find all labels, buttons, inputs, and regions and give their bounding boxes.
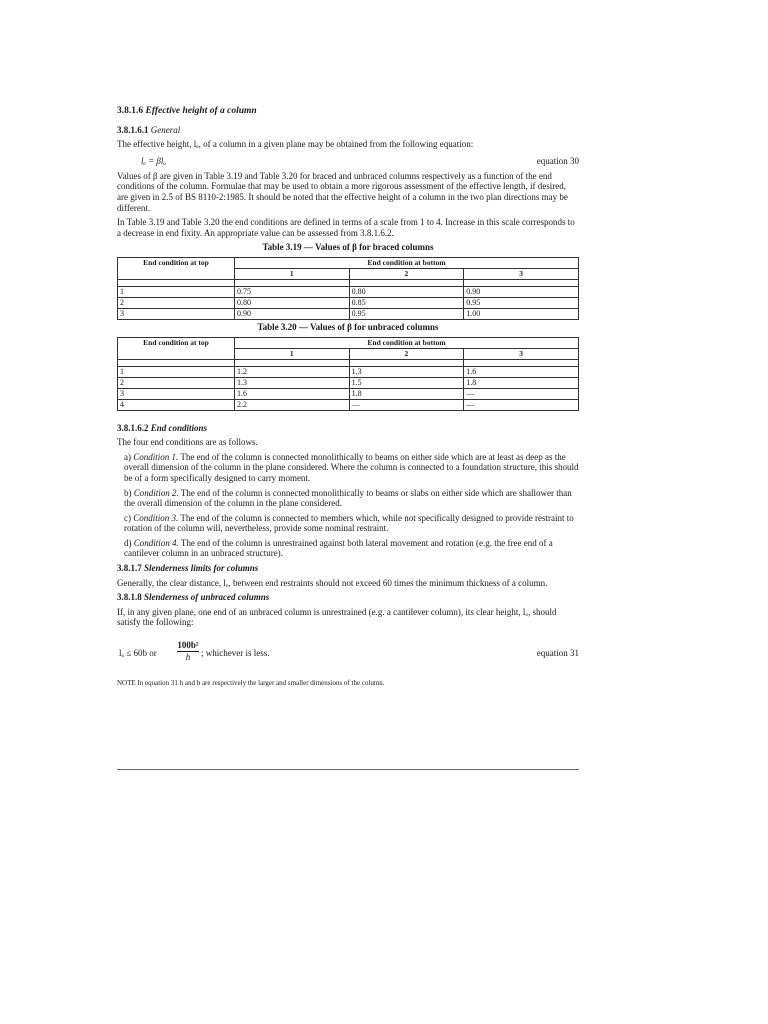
paragraph-end-intro: The four end conditions are as follows. [117,437,258,448]
spacer-cell [118,279,235,286]
condition-name: Condition 3. [133,512,179,523]
section-heading-3818 [117,592,579,603]
table-cell: 0.90 [464,286,579,297]
table-cell: 1.8 [464,377,579,388]
footnote: NOTE In equation 31 h and b are respectively the larger and smaller dimensions of the column. [117,679,385,688]
paragraph-unbraced: If, in any given plane, one end of an unbraced column is unrestrained (e.g. a cantilever column), its clear height, lₒ, should satisfy the following: [117,606,557,628]
spacer-cell [464,359,579,366]
table-cell: 0.80 [235,297,350,308]
table-320 [117,337,579,411]
table-row [118,366,579,377]
spacer-cell [349,359,464,366]
header-end-top: End condition at top [118,257,235,279]
paragraph-general-3: In Table 3.19 and Table 3.20 the end conditions are defined in terms of a scale from 1 to 4. Increase in this scale corresponds to a decrease in end fixity. An appropriate value can be assessed from 3.8.1.6.2. [117,217,575,238]
equation-fraction [177,639,199,663]
table-319-caption: Table 3.19 — Values of β for braced columns [262,242,434,253]
section-heading-3817 [117,563,579,574]
table-cell: 0.95 [464,297,579,308]
section-heading-38162 [117,423,579,434]
section-title: Slenderness of unbraced columns [144,592,270,603]
row-label: 3 [118,388,235,399]
section-number: 3.8.1.8 [117,592,142,603]
row-label: 2 [118,297,235,308]
equation-30 [117,156,579,169]
table-row [118,388,579,399]
column-header: 1 [235,348,350,359]
table-row [118,399,579,410]
column-header: 3 [464,348,579,359]
fraction-numerator: 100b² [177,640,199,651]
spacer [117,413,579,423]
table-cell: — [464,388,579,399]
section-number: 3.8.1.6.2 [117,422,149,433]
table-cell: 0.90 [235,308,350,319]
header-end-top: End condition at top [118,337,235,359]
table-319 [117,257,579,320]
section-number: 3.8.1.6.1 [117,124,149,135]
condition-item [117,488,579,509]
paragraph-general-2: Values of β are given in Table 3.19 and Table 3.20 for braced and unbraced columns respectively as a function of the end conditions of the column. Formulae that may be used to obtain a more rigorous assessment of the effective length, if desired, are given in 2.5 of BS 8110-2:1985. It should be noted that the effective height of a column in the two plan directions may be different. [117,170,568,213]
condition-label: b) [124,487,134,498]
column-header: 3 [464,268,579,279]
condition-name: Condition 1. [133,451,179,462]
condition-label: a) [124,451,134,462]
table-cell: 1.00 [464,308,579,319]
condition-label: c) [124,512,134,523]
spacer-cell [349,279,464,286]
table-cell: 1.2 [235,366,350,377]
column-header: 2 [349,348,464,359]
table-row [118,297,579,308]
condition-item [117,538,579,559]
header-end-bottom: End condition at bottom [235,257,579,268]
fraction-denominator: h [185,652,191,663]
section-title: Effective height of a column [145,106,257,116]
paragraph-slenderness-limits: Generally, the clear distance, lₒ, between end restraints should not exceed 60 times the minimum thickness of a column. [117,577,548,588]
table-row [118,286,579,297]
section-title: General [150,124,181,135]
condition-text: The end of the column is connected monolithically to beams or slabs on either side which are shallower than the overall dimension of the column in the plane considered. [124,487,572,509]
section-heading-3816 [117,106,579,117]
table-cell: 0.85 [349,297,464,308]
condition-label: d) [124,537,134,548]
row-label: 3 [118,308,235,319]
table-cell: 0.75 [235,286,350,297]
paragraph-general-1: The effective height, lₑ, of a column in a given plane may be obtained from the following equation: [117,139,474,150]
equation-rest: ; whichever is less. [201,648,270,659]
table-cell: 0.80 [349,286,464,297]
table-cell: 1.3 [349,366,464,377]
table-row [118,308,579,319]
table-cell: — [464,399,579,410]
spacer-cell [118,359,235,366]
equation-label: equation 31 [536,648,579,659]
condition-name: Condition 2. [133,487,179,498]
condition-item [117,452,579,484]
table-cell: 2.2 [235,399,350,410]
condition-item [117,513,579,534]
table-cell: 1.5 [349,377,464,388]
row-label: 4 [118,399,235,410]
section-number: 3.8.1.6 [117,106,144,116]
table-320-caption: Table 3.20 — Values of β for unbraced columns [257,321,439,332]
condition-text: The end of the column is unrestrained against both lateral movement and rotation (e.g. the free end of a cantilever column in an unbraced structure). [124,537,553,559]
header-end-bottom: End condition at bottom [235,337,579,348]
table-row [118,377,579,388]
section-title: End conditions [150,422,208,433]
table-cell: 1.6 [235,388,350,399]
bottom-rule [117,769,579,770]
spacer-cell [235,359,350,366]
condition-text: The end of the column is connected monolithically to beams on either side which are at least as deep as the overall dimension of the column in the plane considered. Where the column is connected to a foundation structure, this should be of a form specifically designed to carry moment. [124,451,579,483]
condition-text: The end of the column is connected to members which, while not specifically designed to provide restraint to rotation of the column will, nevertheless, provide some nominal restraint. [124,512,574,534]
equation-label: equation 30 [536,155,579,166]
table-cell: 1.8 [349,388,464,399]
column-header: 1 [235,268,350,279]
row-label: 2 [118,377,235,388]
table-cell: 1.3 [235,377,350,388]
equation-formula: lₑ = βlₒ [141,155,166,166]
spacer-cell [464,279,579,286]
row-label: 1 [118,286,235,297]
column-header: 2 [349,268,464,279]
table-cell: 0.95 [349,308,464,319]
section-title: Slenderness limits for columns [144,563,259,574]
row-label: 1 [118,366,235,377]
document-content [117,106,579,689]
equation-31 [117,640,579,670]
table-cell: 1.6 [464,366,579,377]
condition-name: Condition 4. [133,537,179,548]
table-cell: — [349,399,464,410]
section-number: 3.8.1.7 [117,563,142,574]
spacer-cell [235,279,350,286]
equation-lhs: lₒ ≤ 60b or [119,648,157,659]
section-heading-38161 [117,125,579,136]
